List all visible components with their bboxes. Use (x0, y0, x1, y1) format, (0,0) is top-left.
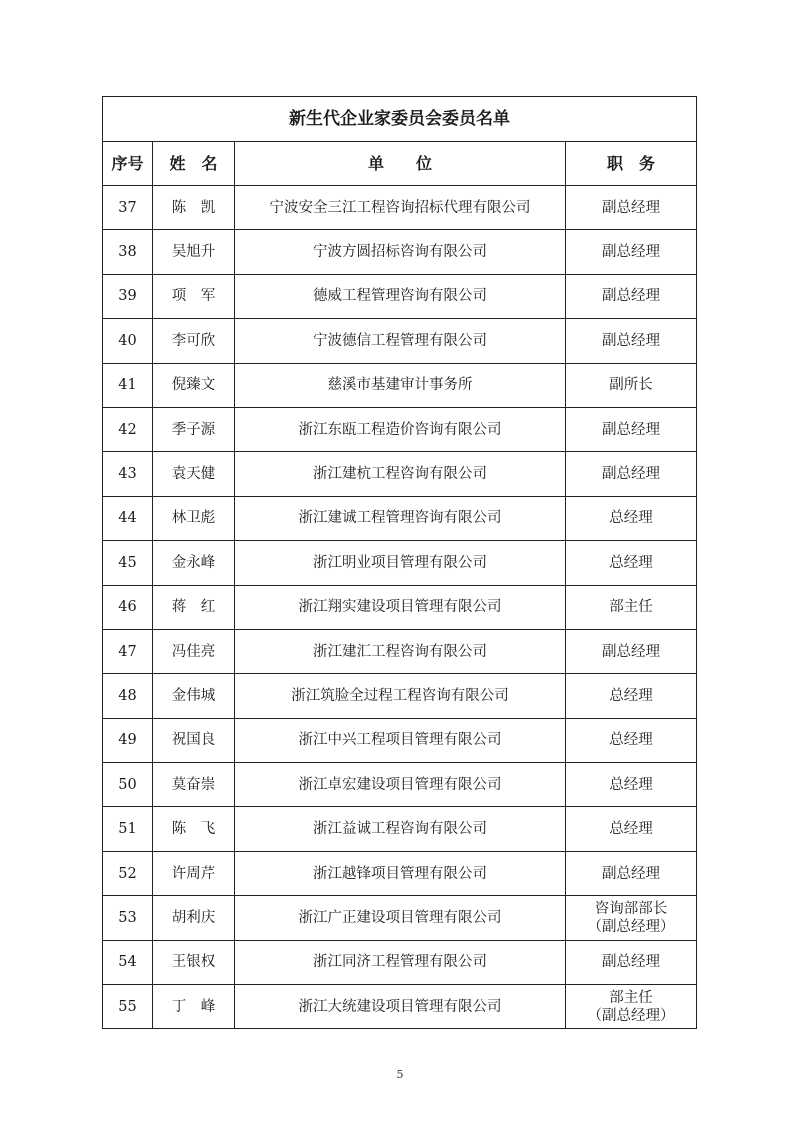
member-title-text: 咨询部部长 (594, 900, 668, 917)
table-row (103, 851, 697, 895)
member-unit: 浙江建诚工程管理咨询有限公司 (235, 496, 566, 540)
member-name: 丁 峰 (153, 985, 235, 1029)
member-name: 王银权 (153, 940, 235, 984)
member-title-text: 副总经理 (602, 288, 660, 305)
member-title (566, 585, 697, 629)
member-unit: 浙江越锋项目管理有限公司 (235, 851, 566, 895)
member-title-note: （副总经理） (587, 1007, 675, 1024)
member-title-text: 总经理 (609, 821, 653, 838)
member-name: 项 军 (153, 274, 235, 318)
member-name: 季子源 (153, 407, 235, 451)
member-title (566, 718, 697, 762)
member-unit: 浙江筑脸全过程工程咨询有限公司 (235, 674, 566, 718)
member-title (566, 186, 697, 230)
table-row (103, 763, 697, 807)
table-row (103, 585, 697, 629)
member-unit: 浙江广正建设项目管理有限公司 (235, 896, 566, 940)
row-number: 48 (103, 674, 153, 718)
member-name: 倪臻文 (153, 363, 235, 407)
member-title (566, 452, 697, 496)
member-unit: 宁波安全三江工程咨询招标代理有限公司 (235, 186, 566, 230)
row-number: 53 (103, 896, 153, 940)
member-title (566, 807, 697, 851)
member-name: 胡利庆 (153, 896, 235, 940)
row-number: 52 (103, 851, 153, 895)
member-unit: 德威工程管理咨询有限公司 (235, 274, 566, 318)
row-number: 39 (103, 274, 153, 318)
table-row (103, 985, 697, 1029)
table-row (103, 807, 697, 851)
row-number: 44 (103, 496, 153, 540)
member-unit: 慈溪市基建审计事务所 (235, 363, 566, 407)
row-number: 40 (103, 319, 153, 363)
member-name: 莫奋崇 (153, 763, 235, 807)
member-title (566, 496, 697, 540)
member-title-text: 副总经理 (602, 199, 660, 216)
table-row (103, 319, 697, 363)
member-title (566, 363, 697, 407)
member-name: 袁天健 (153, 452, 235, 496)
member-unit: 浙江卓宏建设项目管理有限公司 (235, 763, 566, 807)
member-title (566, 407, 697, 451)
member-title-text: 副总经理 (602, 244, 660, 261)
table-row (103, 452, 697, 496)
row-number: 38 (103, 230, 153, 274)
header-title: 职 务 (566, 142, 697, 186)
member-title-text: 总经理 (609, 776, 653, 793)
header-name: 姓 名 (153, 142, 235, 186)
member-title (566, 541, 697, 585)
member-name: 许周芹 (153, 851, 235, 895)
member-name: 金伟城 (153, 674, 235, 718)
table-row (103, 186, 697, 230)
header-unit: 单 位 (235, 142, 566, 186)
member-table (102, 96, 697, 1029)
member-title-text: 部主任 (609, 599, 653, 616)
member-name: 蒋 红 (153, 585, 235, 629)
member-name: 金永峰 (153, 541, 235, 585)
row-number: 51 (103, 807, 153, 851)
table-body (103, 186, 697, 1029)
member-name: 陈 飞 (153, 807, 235, 851)
member-title-text: 副总经理 (602, 421, 660, 438)
table-row (103, 940, 697, 984)
member-title (566, 674, 697, 718)
member-unit: 宁波德信工程管理有限公司 (235, 319, 566, 363)
member-name: 祝国良 (153, 718, 235, 762)
member-name: 李可欣 (153, 319, 235, 363)
table-row (103, 230, 697, 274)
table-row (103, 541, 697, 585)
member-title-text: 副总经理 (602, 643, 660, 660)
member-title (566, 629, 697, 673)
member-title (566, 940, 697, 984)
row-number: 41 (103, 363, 153, 407)
member-unit: 浙江中兴工程项目管理有限公司 (235, 718, 566, 762)
member-unit: 浙江同济工程管理有限公司 (235, 940, 566, 984)
row-number: 37 (103, 186, 153, 230)
member-title-text: 总经理 (609, 510, 653, 527)
member-unit: 浙江明业项目管理有限公司 (235, 541, 566, 585)
row-number: 50 (103, 763, 153, 807)
row-number: 43 (103, 452, 153, 496)
member-title-text: 副总经理 (602, 466, 660, 483)
member-title-text: 总经理 (609, 554, 653, 571)
member-title-text: 副总经理 (602, 954, 660, 971)
member-name: 陈 凯 (153, 186, 235, 230)
member-title-text: 部主任 (609, 989, 653, 1006)
table-row (103, 274, 697, 318)
page-number: 5 (396, 1068, 404, 1081)
table-row (103, 896, 697, 940)
row-number: 47 (103, 629, 153, 673)
member-unit: 浙江东瓯工程造价咨询有限公司 (235, 407, 566, 451)
table-row (103, 674, 697, 718)
table-row (103, 718, 697, 762)
row-number: 55 (103, 985, 153, 1029)
member-title-note: （副总经理） (587, 918, 675, 935)
row-number: 49 (103, 718, 153, 762)
member-title (566, 319, 697, 363)
member-title (566, 274, 697, 318)
table-row (103, 496, 697, 540)
table-row (103, 629, 697, 673)
member-title (566, 763, 697, 807)
member-name: 冯佳亮 (153, 629, 235, 673)
member-unit: 浙江建汇工程咨询有限公司 (235, 629, 566, 673)
member-unit: 宁波方圆招标咨询有限公司 (235, 230, 566, 274)
member-name: 林卫彪 (153, 496, 235, 540)
member-title (566, 851, 697, 895)
member-unit: 浙江翔实建设项目管理有限公司 (235, 585, 566, 629)
row-number: 46 (103, 585, 153, 629)
member-name: 吴旭升 (153, 230, 235, 274)
member-title-text: 总经理 (609, 687, 653, 704)
header-no: 序号 (103, 142, 153, 186)
member-title (566, 230, 697, 274)
row-number: 54 (103, 940, 153, 984)
member-title-text: 副总经理 (602, 332, 660, 349)
member-title-text: 副所长 (609, 377, 653, 394)
member-unit: 浙江益诚工程咨询有限公司 (235, 807, 566, 851)
table-title: 新生代企业家委员会委员名单 (103, 97, 697, 142)
row-number: 42 (103, 407, 153, 451)
member-title-text: 总经理 (609, 732, 653, 749)
member-title (566, 985, 697, 1029)
member-unit: 浙江大统建设项目管理有限公司 (235, 985, 566, 1029)
member-unit: 浙江建杭工程咨询有限公司 (235, 452, 566, 496)
table-row (103, 407, 697, 451)
member-title (566, 896, 697, 940)
table-row (103, 363, 697, 407)
member-title-text: 副总经理 (602, 865, 660, 882)
row-number: 45 (103, 541, 153, 585)
